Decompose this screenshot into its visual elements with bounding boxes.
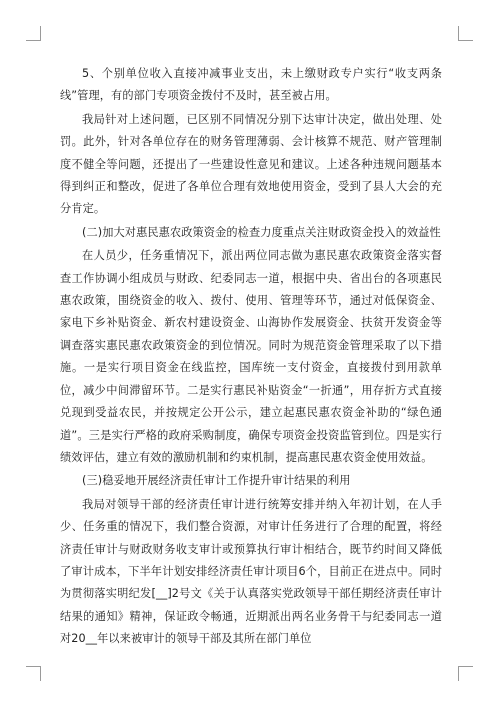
- paragraph-economic-responsibility: 我局对领导干部的经济责任审计进行统筹安排并纳入年初计划，在人手少、任务重的情况下，我们整合资源，对审计任务进行了合理的配置，将经济责任审计与财政财务收支审计或预算执行审计相结合，既节约时间又降低了审计成本，下半年计划安排经济责任审计项目6个，目前正在进点中。同时为贯彻落实明纪发[__]2号文《关于认真落实党政领导干部任期经济责任审计结果的通知》精神，保证政令畅通，近期派出两名业务骨干与纪委同志一道对20__年以来被审计的领导干部及其所在部门单位: [60, 497, 442, 646]
- crop-mark-top-left: [26, 26, 41, 41]
- document-body: [60, 63, 442, 652]
- paragraph-audit-response: 我局针对上述问题，已区别不同情况分别下达审计决定，做出处理、处罚。此外，针对各单位存在的财务管理薄弱、会计核算不规范、财产管理制度不健全等问题，还提出了一些建设性意见和建议。上述各种违规问题基本得到纠正和整改，促进了各单位合理有效地使用资金，受到了县人大会的充分肯定。: [60, 112, 442, 216]
- section-heading-3: (三)稳妥地开展经济责任审计工作提升审计结果的利用: [82, 474, 351, 488]
- section-heading-2: (二)加大对惠民惠农政策资金的检查力度重点关注财政资金投入的效益性: [82, 225, 441, 239]
- crop-mark-bottom-right: [458, 666, 473, 681]
- crop-mark-bottom-left: [26, 666, 41, 681]
- paragraph-item-5: 5、个别单位收入直接冲减事业支出，未上缴财政专户实行“收支两条线”管理，有的部门专项资金拨付不及时，甚至被占用。: [60, 67, 442, 103]
- paragraph-policy-funds: 在人员少，任务重情况下，派出两位同志做为惠民惠农政策资金落实督查工作协调小组成员与财政、纪委同志一道，根据中央、省出台的各项惠民惠农政策，围绕资金的收入、拨付、使用、管理等环节，通过对低保资金、家电下乡补贴资金、新农村建设资金、山海协作发展资金、扶贫开发资金等调查落实惠民惠农政策资金的到位情况。同时为规范资金管理采取了以下措施。一是实行项目资金在线监控，国库统一支付资金，直接拨付到用款单位，减少中间滞留环节。二是实行惠民补贴资金“一折通”，用存折方式直接兑现到受益农民，并按规定公开公示，建立起惠民惠农资金补助的“绿色通道”。三是实行严格的政府采购制度，确保专项资金投资监管到位。四是实行绩效评估，建立有效的激励机制和约束机制，提高惠民惠农资金使用效益。: [60, 249, 442, 464]
- crop-mark-top-right: [458, 26, 473, 41]
